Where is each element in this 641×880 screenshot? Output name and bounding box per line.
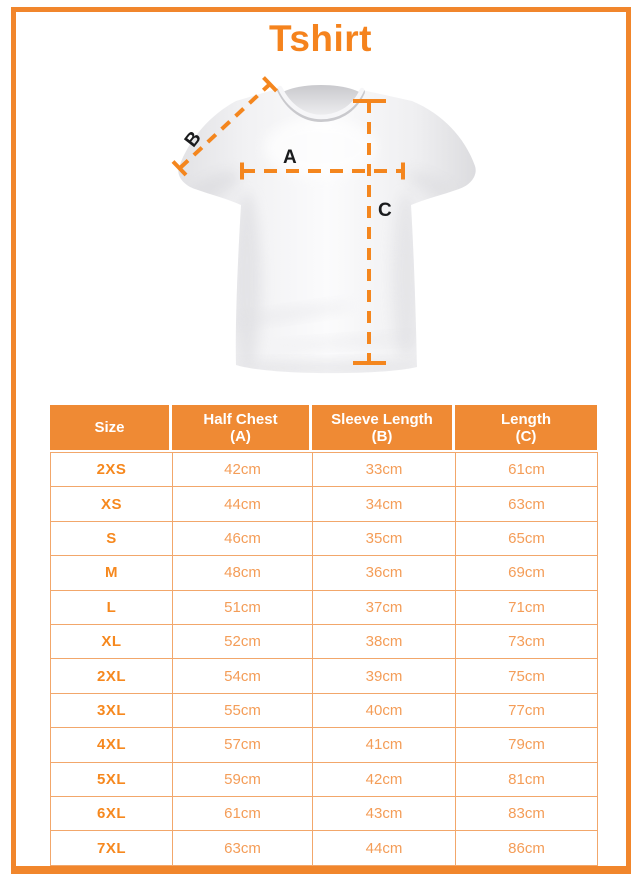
sleeve-length-cell: 40cm [313,693,456,727]
table-row [51,625,598,659]
length-cell: 86cm [456,831,598,866]
sleeve-length-cell: 38cm [313,625,456,659]
half-chest-cell: 55cm [173,693,313,727]
table-row [51,693,598,727]
sleeve-length-cell: 43cm [313,797,456,831]
length-cell: 63cm [456,487,598,521]
sleeve-length-cell: 36cm [313,556,456,590]
column-header-sublabel: (A) [230,427,251,445]
size-cell: XS [51,487,173,521]
label-a-half-chest: A [283,147,297,168]
half-chest-cell: 51cm [173,590,313,624]
length-cell: 65cm [456,521,598,555]
sleeve-length-cell: 33cm [313,453,456,487]
sleeve-length-cell: 44cm [313,831,456,866]
table-row [51,831,598,866]
length-cell: 69cm [456,556,598,590]
size-cell: 5XL [51,762,173,796]
half-chest-cell: 54cm [173,659,313,693]
half-chest-cell: 42cm [173,453,313,487]
size-cell: L [51,590,173,624]
sleeve-length-cell: 35cm [313,521,456,555]
column-header-sublabel: (B) [371,427,393,445]
length-cell: 75cm [456,659,598,693]
length-cell: 83cm [456,797,598,831]
table-row [51,728,598,762]
half-chest-cell: 52cm [173,625,313,659]
size-cell: 4XL [51,728,173,762]
length-cell: 77cm [456,693,598,727]
table-row [51,487,598,521]
table-row [51,453,598,487]
size-cell: XL [51,625,173,659]
table-row [51,762,598,796]
half-chest-cell: 44cm [173,487,313,521]
column-header-half-chest [172,405,312,450]
sleeve-length-cell: 41cm [313,728,456,762]
sleeve-length-cell: 37cm [313,590,456,624]
size-cell: M [51,556,173,590]
half-chest-cell: 59cm [173,762,313,796]
column-header-sleeve-length [312,405,455,450]
length-cell: 79cm [456,728,598,762]
tshirt-illustration [140,76,500,401]
size-table-header [50,405,597,450]
column-header-size [50,405,172,450]
sleeve-length-cell: 42cm [313,762,456,796]
size-table-body [50,452,598,866]
label-b-sleeve-length: B [180,127,206,152]
size-cell: S [51,521,173,555]
half-chest-cell: 46cm [173,521,313,555]
sleeve-length-cell: 34cm [313,487,456,521]
half-chest-cell: 63cm [173,831,313,866]
table-row [51,556,598,590]
column-header-label: Sleeve Length [331,410,433,428]
page-title: Tshirt [268,18,373,59]
length-cell: 61cm [456,453,598,487]
size-cell: 3XL [51,693,173,727]
label-c-length: C [378,200,392,221]
size-cell: 2XL [51,659,173,693]
table-row [51,590,598,624]
table-row [51,797,598,831]
size-cell: 6XL [51,797,173,831]
column-header-sublabel: (C) [515,427,537,445]
column-header-length [455,405,597,450]
table-row [51,521,598,555]
table-row [51,659,598,693]
column-header-label: Half Chest [203,410,278,428]
size-cell: 7XL [51,831,173,866]
half-chest-cell: 48cm [173,556,313,590]
half-chest-cell: 57cm [173,728,313,762]
half-chest-cell: 61cm [173,797,313,831]
size-cell: 2XS [51,453,173,487]
length-cell: 81cm [456,762,598,796]
column-header-label: Length [501,410,551,428]
size-table [50,405,597,866]
column-header-label: Size [94,419,125,436]
tshirt-diagram-svg [140,76,500,401]
sleeve-length-cell: 39cm [313,659,456,693]
length-cell: 73cm [456,625,598,659]
length-cell: 71cm [456,590,598,624]
